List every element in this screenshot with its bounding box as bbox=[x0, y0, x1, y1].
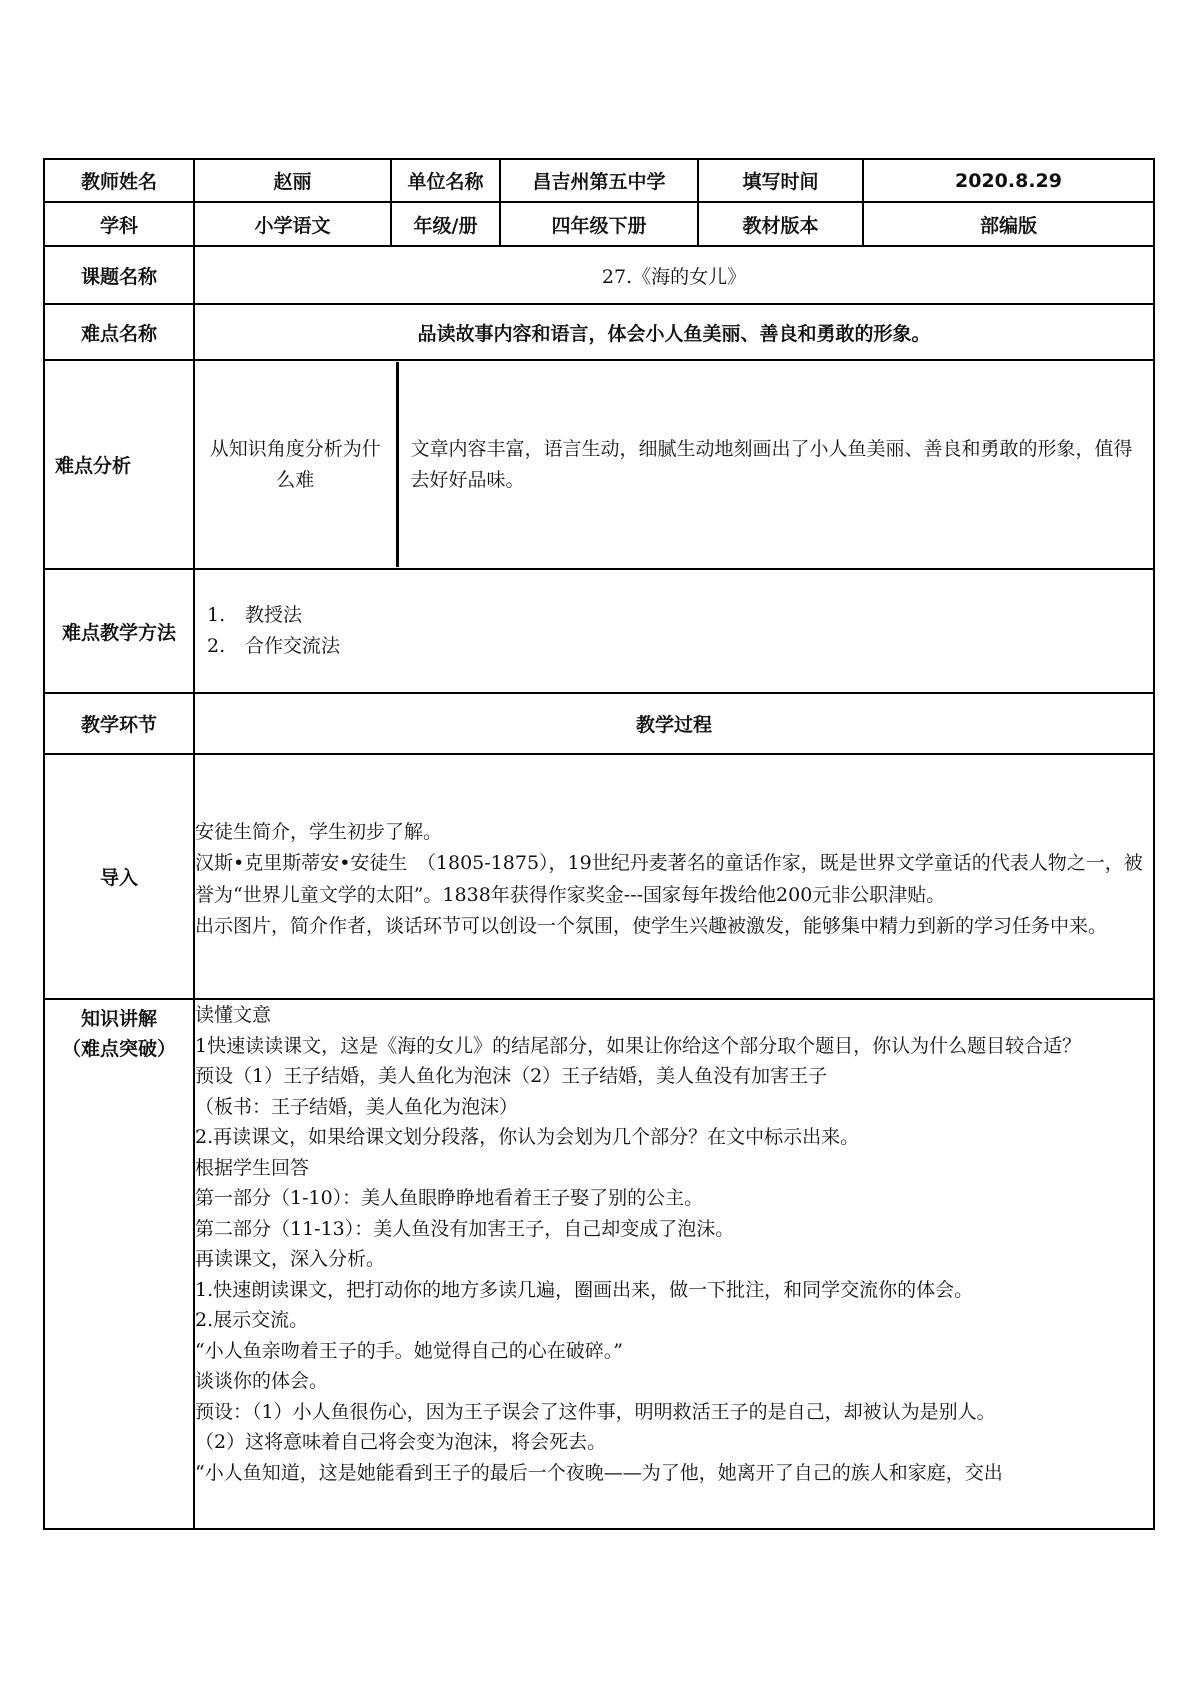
knowledge-paragraph: “小人鱼亲吻着王子的手。她觉得自己的心在破碎。” bbox=[195, 1339, 623, 1362]
process-header-row bbox=[44, 693, 1154, 754]
analysis-text: 文章内容丰富，语言生动，细腻生动地刻画出了小人鱼美丽、善良和勇敢的形象，值得去好好品味。 bbox=[410, 437, 1133, 491]
knowledge-paragraph: “小人鱼知道，这是她能看到王子的最后一个夜晚——为了他，她离开了自己的族人和家庭，交出 bbox=[195, 1461, 1003, 1484]
unit-label: 单位名称 bbox=[391, 159, 500, 202]
method-item bbox=[207, 631, 1141, 663]
edition-label: 教材版本 bbox=[698, 202, 863, 246]
unit-value: 昌吉州第五中学 bbox=[500, 159, 698, 202]
knowledge-paragraph: 预设（1）王子结婚，美人鱼化为泡沫（2）王子结婚，美人鱼没有加害王子 bbox=[195, 1065, 828, 1087]
method-item bbox=[207, 600, 1141, 632]
grade-label: 年级/册 bbox=[391, 202, 500, 246]
intro-paragraph: 出示图片，简介作者，谈话环节可以创设一个氛围，使学生兴趣被激发，能够集中精力到新的学习任务中来。 bbox=[195, 915, 1108, 937]
lesson-plan-table bbox=[43, 158, 1155, 1530]
analysis-content bbox=[194, 360, 1154, 569]
knowledge-label-line2: （难点突破） bbox=[61, 1038, 176, 1060]
knowledge-paragraph: 2.展示交流。 bbox=[195, 1309, 309, 1331]
difficulty-label: 难点名称 bbox=[44, 304, 194, 360]
knowledge-paragraph: 读懂文意 bbox=[195, 1004, 272, 1026]
intro-paragraph: 汉斯•克里斯蒂安•安徒生 （1805-1875），19世纪丹麦著名的童话作家，既是世界文学童话的代表人物之一，被誉为“世界儿童文学的太阳”。1838年获得作家奖金---国家每年拨给他200元非公职津贴。 bbox=[195, 852, 1143, 906]
intro-paragraph: 安徒生简介，学生初步了解。 bbox=[195, 820, 443, 843]
subject-label: 学科 bbox=[44, 202, 194, 246]
method-item-num: 2. bbox=[207, 635, 226, 657]
stage-label: 教学环节 bbox=[44, 693, 194, 754]
knowledge-label bbox=[44, 999, 194, 1529]
topic-row bbox=[44, 246, 1154, 304]
knowledge-paragraph: （2）这将意味着自己将会变为泡沫，将会死去。 bbox=[195, 1431, 607, 1453]
knowledge-paragraph: 根据学生回答 bbox=[195, 1156, 310, 1179]
intro-content bbox=[194, 754, 1154, 999]
difficulty-value: 品读故事内容和语言，体会小人鱼美丽、善良和勇敢的形象。 bbox=[194, 304, 1154, 360]
knowledge-paragraph: 谈谈你的体会。 bbox=[195, 1370, 329, 1392]
method-row bbox=[44, 569, 1154, 693]
method-item-text: 合作交流法 bbox=[245, 635, 341, 657]
header-row-1 bbox=[44, 159, 1154, 202]
grade-value: 四年级下册 bbox=[500, 202, 698, 246]
knowledge-paragraph: 再读课文，深入分析。 bbox=[195, 1248, 386, 1270]
knowledge-paragraph: 第二部分（11-13）：美人鱼没有加害王子，自己却变成了泡沫。 bbox=[195, 1217, 735, 1240]
knowledge-paragraph: 第一部分（1-10）：美人鱼眼睁睁地看着王子娶了别的公主。 bbox=[195, 1187, 704, 1209]
difficulty-row bbox=[44, 304, 1154, 360]
subject-value: 小学语文 bbox=[194, 202, 391, 246]
intro-label: 导入 bbox=[44, 754, 194, 999]
fill-time-label: 填写时间 bbox=[698, 159, 863, 202]
knowledge-row bbox=[44, 999, 1154, 1529]
teacher-label: 教师姓名 bbox=[44, 159, 194, 202]
analysis-row bbox=[44, 360, 1154, 569]
method-item-text: 教授法 bbox=[245, 603, 303, 626]
knowledge-content bbox=[194, 999, 1154, 1529]
knowledge-paragraph: 2.再读课文，如果给课文划分段落，你认为会划为几个部分？在文中标示出来。 bbox=[195, 1126, 860, 1148]
method-label: 难点教学方法 bbox=[44, 569, 194, 693]
analysis-label: 难点分析 bbox=[44, 360, 194, 569]
analysis-sub-label: 从知识角度分析为什么难 bbox=[195, 362, 397, 567]
edition-value: 部编版 bbox=[863, 202, 1154, 246]
knowledge-paragraph: 预设：（1）小人鱼很伤心，因为王子误会了这件事，明明救活王子的是自己，却被认为是别人。 bbox=[195, 1400, 996, 1423]
intro-row bbox=[44, 754, 1154, 999]
analysis-inner bbox=[195, 362, 1153, 567]
fill-time-value: 2020.8.29 bbox=[863, 159, 1154, 202]
method-item-num: 1. bbox=[207, 603, 226, 626]
header-row-2 bbox=[44, 202, 1154, 246]
knowledge-paragraph: （板书：王子结婚，美人鱼化为泡沫） bbox=[195, 1095, 519, 1118]
topic-value: 27.《海的女儿》 bbox=[194, 246, 1154, 304]
process-label: 教学过程 bbox=[194, 693, 1154, 754]
method-list bbox=[194, 569, 1154, 693]
knowledge-label-line1: 知识讲解 bbox=[80, 1008, 157, 1030]
teacher-value: 赵丽 bbox=[194, 159, 391, 202]
knowledge-paragraph: 1.快速朗读课文，把打动你的地方多读几遍，圈画出来，做一下批注，和同学交流你的体会。 bbox=[195, 1278, 974, 1301]
topic-label: 课题名称 bbox=[44, 246, 194, 304]
knowledge-paragraph: 1快速读读课文，这是《海的女儿》的结尾部分，如果让你给这个部分取个题目，你认为什么题目较合适？ bbox=[195, 1034, 1082, 1057]
